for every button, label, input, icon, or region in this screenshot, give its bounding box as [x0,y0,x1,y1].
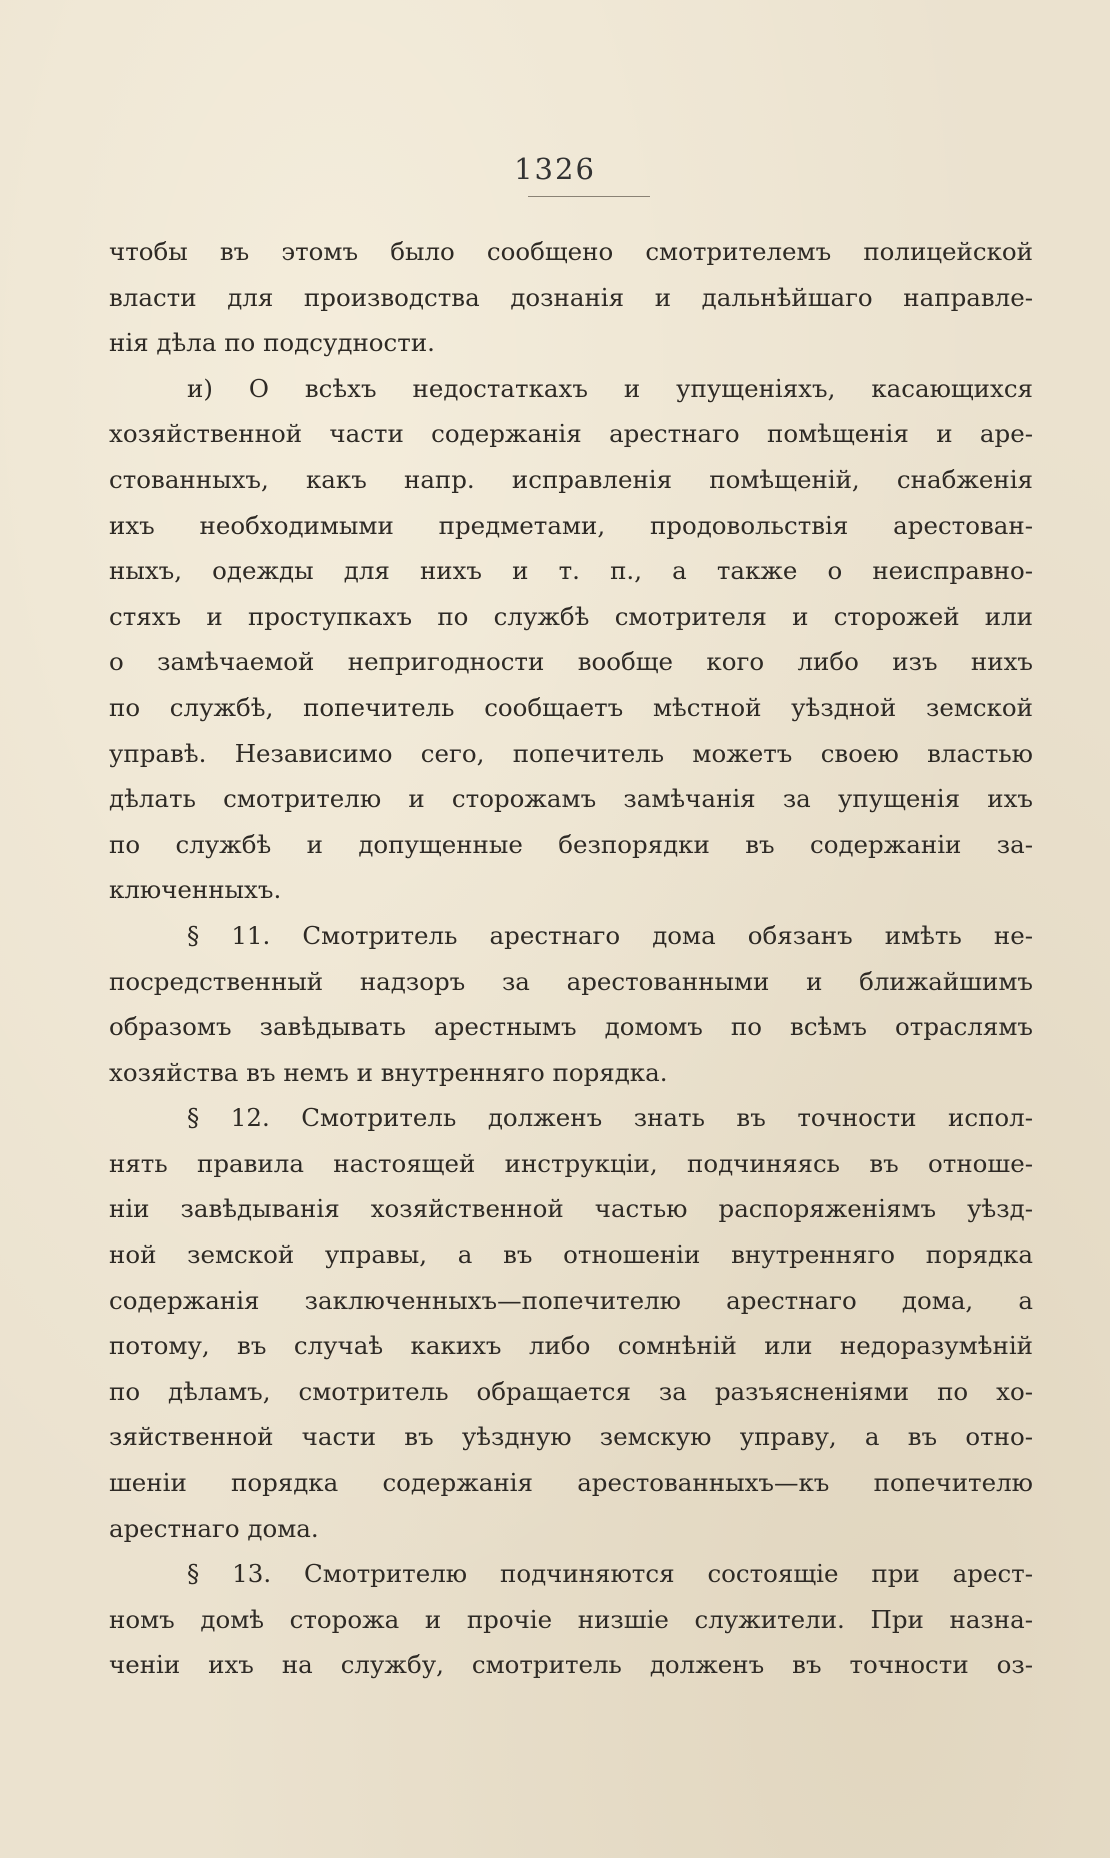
text-line: арестнаго дома. [109,1513,319,1543]
text-line: § 11. Смотритель арестнаго дома обязанъ имѣть не- [187,920,1033,950]
text-line: и) О всѣхъ недостаткахъ и упущеніяхъ, касающихся [187,373,1033,403]
text-line: § 12. Смотритель долженъ знать въ точности испол- [187,1103,1033,1133]
page-number: 1326 [514,152,596,186]
text-line: стяхъ и проступкахъ по службѣ смотрителя и сторожей или [109,601,1033,631]
text-line: содержанія заключенныхъ—попечителю арестнаго дома, а [109,1285,1033,1315]
text-line: управѣ. Независимо сего, попечитель можетъ своею властью [109,738,1033,768]
text-line: ихъ необходимыми предметами, продовольствія арестован- [109,510,1033,540]
text-line: образомъ завѣдывать арестнымъ домомъ по всѣмъ отраслямъ [109,1012,1033,1042]
text-line: шеніи порядка содержанія арестованныхъ—къ попечителю [109,1468,1033,1498]
text-line: нія дѣла по подсудности. [109,328,435,358]
text-line: потому, въ случаѣ какихъ либо сомнѣній или недоразумѣній [109,1331,1033,1361]
text-line: § 13. Смотрителю подчиняются состоящіе при арест- [187,1559,1033,1589]
text-line: номъ домѣ сторожа и прочіе низшіе служители. При назна- [109,1604,1033,1634]
text-line: по службѣ, попечитель сообщаетъ мѣстной уѣздной земской [109,692,1033,722]
text-line: ніи завѣдыванія хозяйственной частью распоряженіямъ уѣзд- [109,1194,1033,1224]
text-line: чтобы въ этомъ было сообщено смотрителемъ полицейской [109,237,1033,266]
text-line: нять правила настоящей инструкціи, подчиняясь въ отноше- [109,1148,1033,1178]
page-number-rule [528,196,650,197]
text-line: дѣлать смотрителю и сторожамъ замѣчанія за упущенія ихъ [109,784,1033,814]
text-line: ной земской управы, а въ отношеніи внутренняго порядка [109,1240,1033,1270]
text-line: о замѣчаемой непригодности вообще кого либо изъ нихъ [109,647,1033,677]
text-line: хозяйства въ немъ и внутренняго порядка. [109,1057,668,1087]
text-line: хозяйственной части содержанія арестнаго помѣщенія и аре- [109,419,1033,449]
text-line: зяйственной части въ уѣздную земскую управу, а въ отно- [109,1422,1033,1452]
text-line: стованныхъ, какъ напр. исправленія помѣщеній, снабженія [109,464,1033,494]
text-line: ключенныхъ. [109,875,282,905]
text-line: ныхъ, одежды для нихъ и т. п., а также о неисправно- [109,556,1033,586]
text-line: ченіи ихъ на службу, смотритель долженъ въ точности оз- [109,1650,1033,1680]
body-text [109,229,1033,1688]
text-line: власти для производства дознанія и дальнѣйшаго направле- [109,282,1033,312]
text-line: по дѣламъ, смотритель обращается за разъясненіями по хо- [109,1376,1033,1406]
text-line: по службѣ и допущенные безпорядки въ содержаніи за- [109,829,1033,859]
text-line: посредственный надзоръ за арестованными и ближайшимъ [109,966,1033,996]
